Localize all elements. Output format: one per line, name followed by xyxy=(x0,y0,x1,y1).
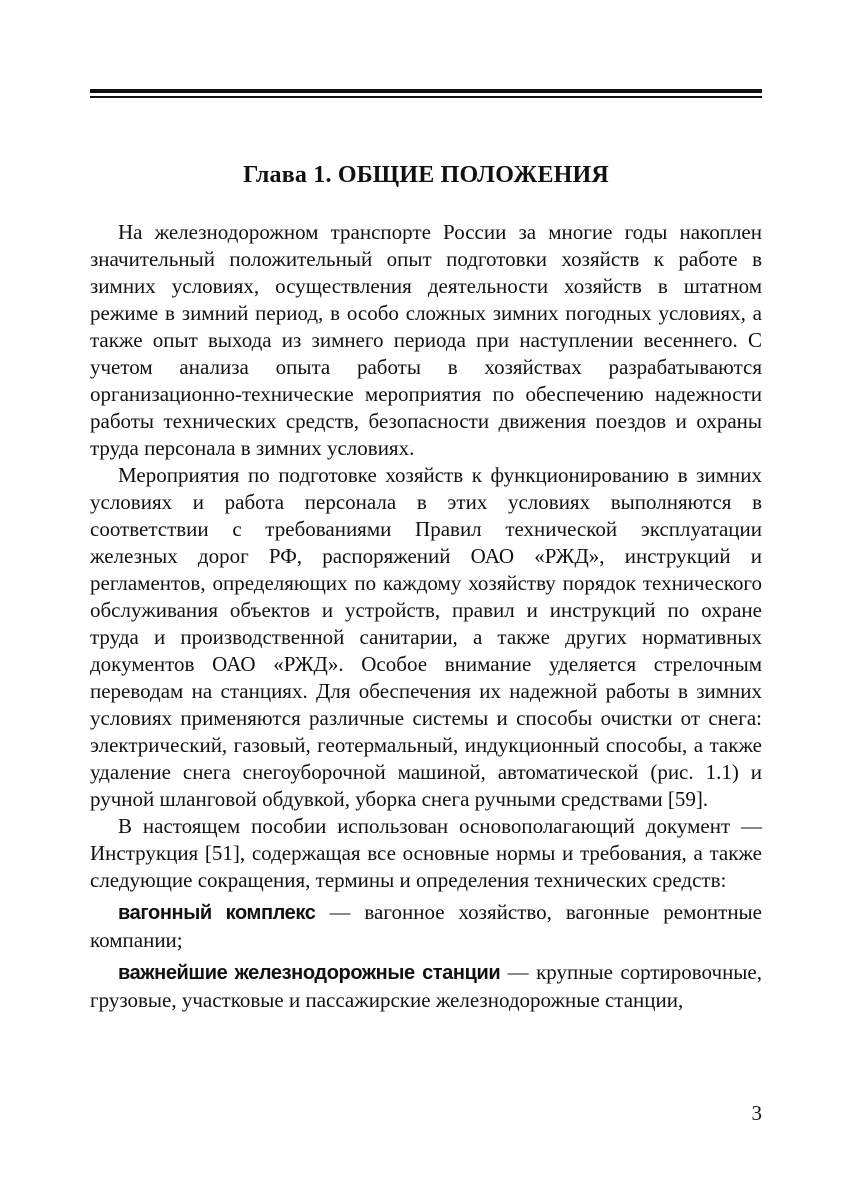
definition-text: — вагонное хозяйство, вагонные ремонтные компании; xyxy=(90,900,762,952)
page-number: 3 xyxy=(751,1101,762,1125)
paragraph-measures: Мероприятия по подготовке хозяйств к функционированию в зимних условиях и работа персонала в этих условиях выполняются в соответствии с требованиями Правил технической эксплуатации железных дорог РФ, распоряжений ОАО «РЖД», инструкций и регламентов, определяющих по каждому хозяйству порядок технического обслуживания объектов и устройств, правил и инструкций по охране труда и производственной санитарии, а также других нормативных документов ОАО «РЖД». Особое внимание уделяется стрелочным переводам на станциях. Для обеспечения их надежной работы в зимних условиях применяются различные системы и способы очистки от снега: электрический, газовый, геотермальный, индукционный способы, а также удаление снега снегоуборочной машиной, автоматической (рис. 1.1) и ручной шланговой обдувкой, уборка снега ручными средствами [59]. xyxy=(90,463,762,811)
definition-item xyxy=(90,959,762,1014)
header-rule-thick xyxy=(90,89,762,93)
definition-item xyxy=(90,899,762,954)
paragraph-manual: В настоящем пособии использован основополагающий документ — Инструкция [51], содержащая все основные нормы и требования, а также следующие сокращения, термины и определения технических средств: xyxy=(90,814,762,892)
chapter-title: Глава 1. ОБЩИЕ ПОЛОЖЕНИЯ xyxy=(243,162,609,188)
paragraph-intro: На железнодорожном транспорте России за многие годы накоплен значительный положительный опыт подготовки хозяйств к работе в зимних условиях, осуществления деятельности хозяйств в штатном режиме в зимний период, в особо сложных зимних погодных условиях, а также опыт выхода из зимнего периода при наступлении весеннего. С учетом анализа опыта работы в хозяйствах разрабатываются организационно-технические мероприятия по обеспечению надежности работы технических средств, безопасности движения поездов и охраны труда персонала в зимних условиях. xyxy=(90,220,762,460)
definition-text: — крупные сортировочные, грузовые, участковые и пассажирские железнодорожные станции, xyxy=(90,960,762,1012)
header-rule-thin xyxy=(90,96,762,98)
definition-term: вагонный комплекс xyxy=(118,902,316,924)
body-text xyxy=(90,219,762,1014)
definition-term: важнейшие железнодорожные станции xyxy=(118,962,501,984)
